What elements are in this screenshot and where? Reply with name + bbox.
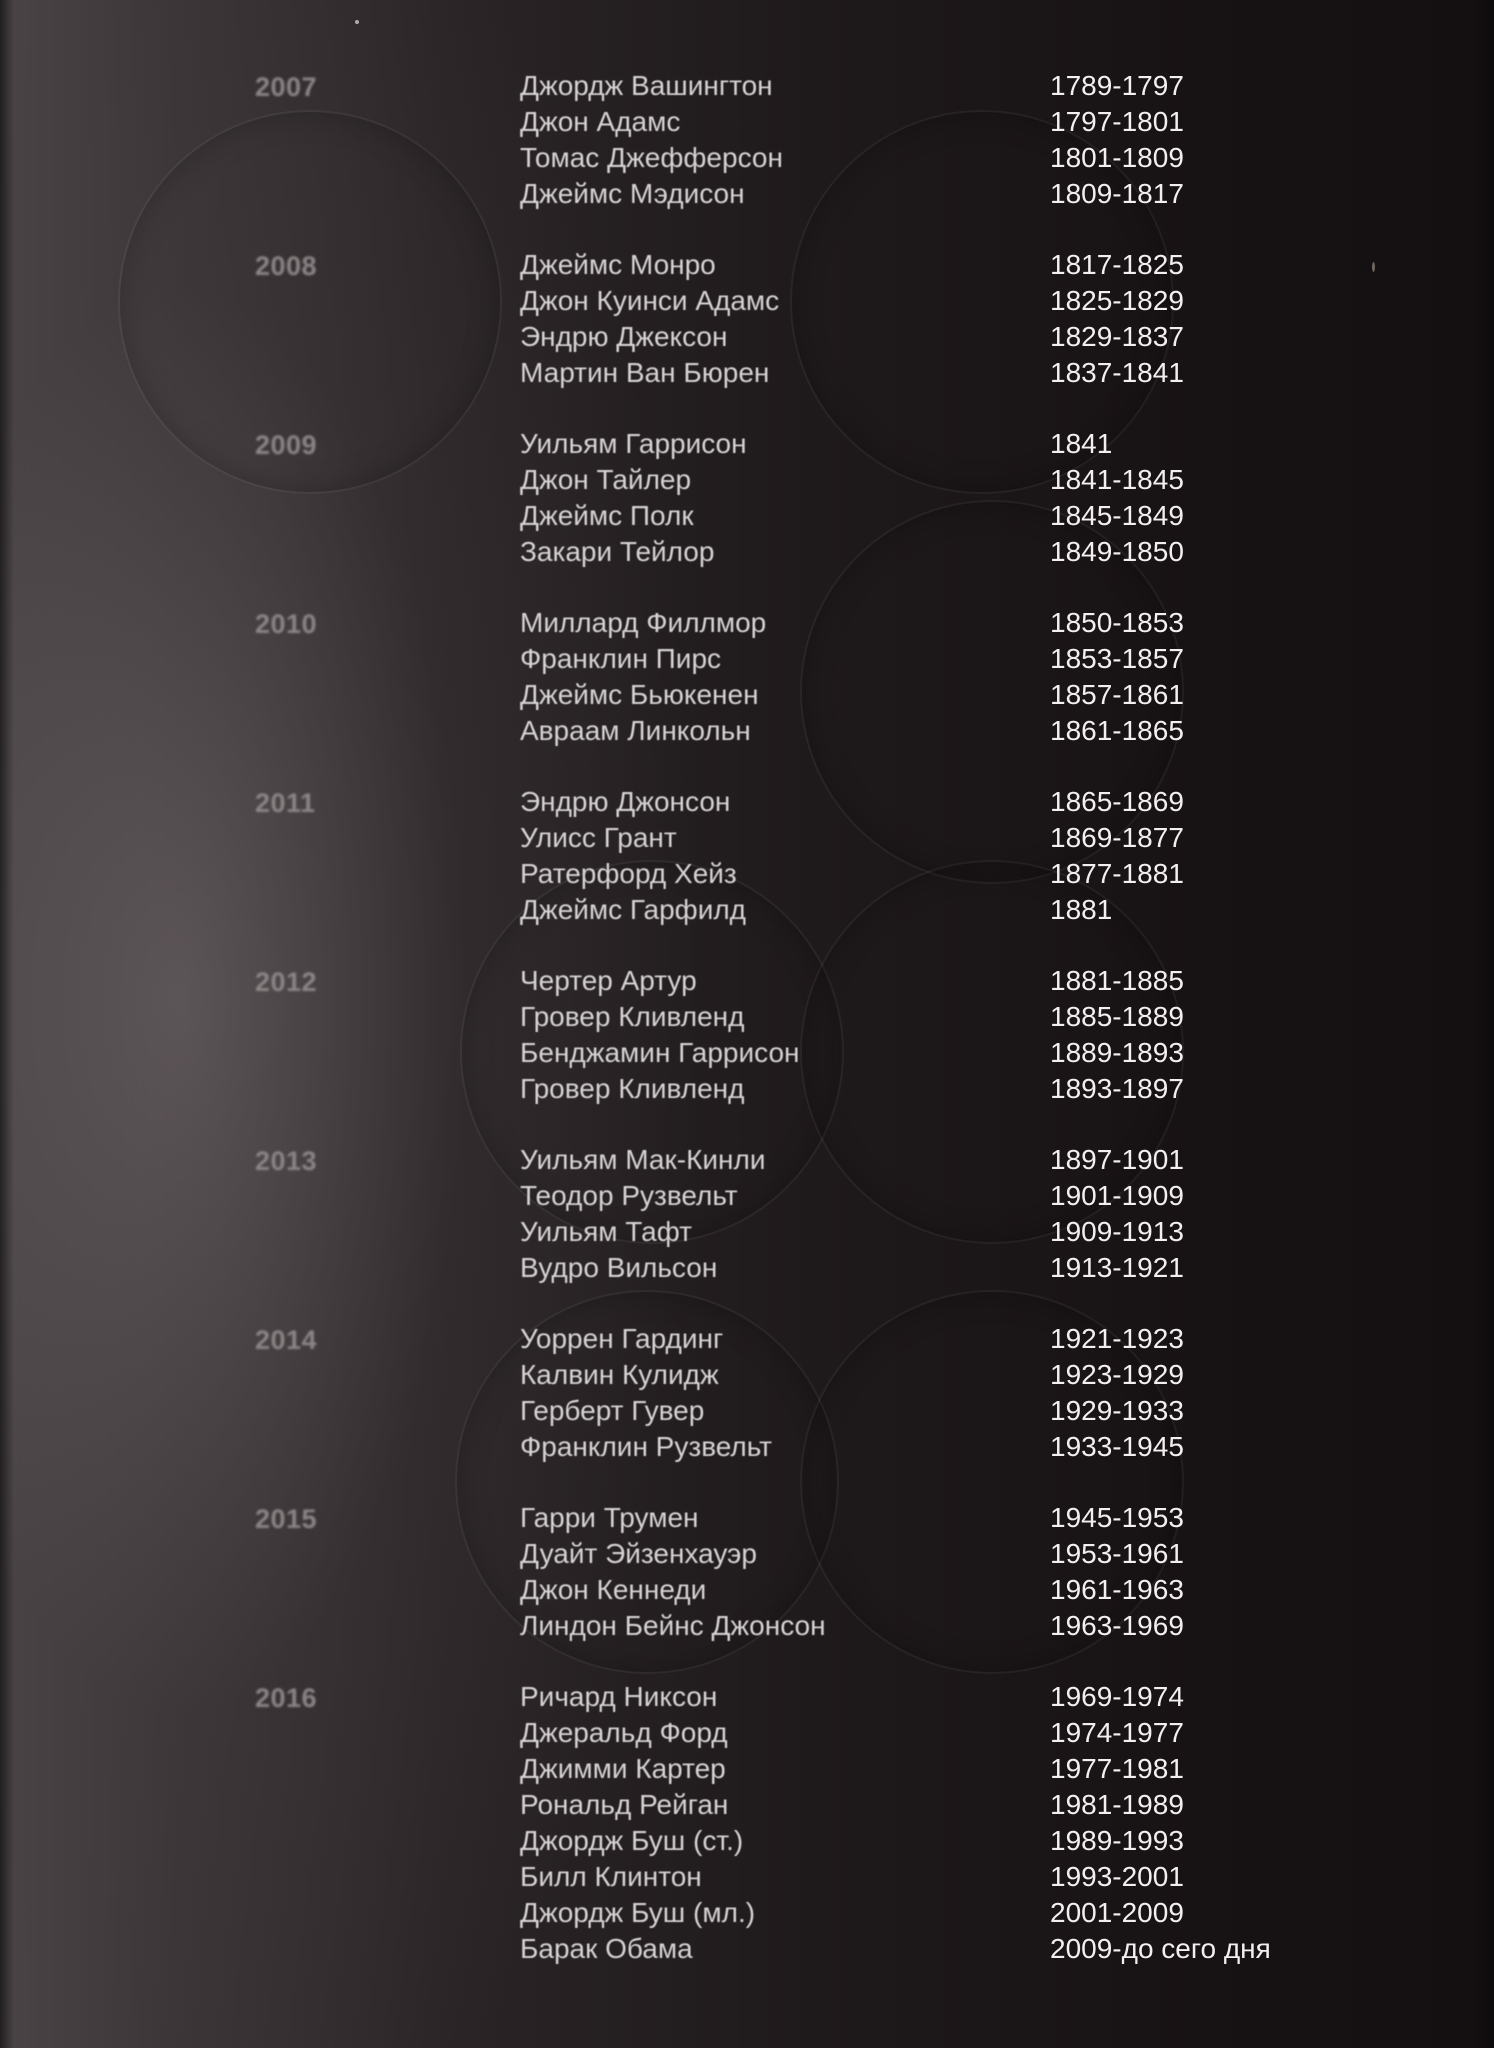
president-name: Уильям Тафт (520, 1216, 692, 1247)
president-row (520, 999, 1420, 1035)
president-name: Эндрю Джонсон (520, 786, 731, 817)
president-name: Джеральд Форд (520, 1717, 728, 1748)
year-group-2009 (0, 426, 1494, 605)
term-years: 1885-1889 (1050, 1001, 1184, 1032)
president-row (520, 1035, 1420, 1071)
president-name: Ричард Никсон (520, 1681, 718, 1712)
president-row (520, 426, 1420, 462)
president-name: Гровер Кливленд (520, 1001, 745, 1032)
president-row (520, 1393, 1420, 1429)
president-name: Ратерфорд Хейз (520, 858, 737, 889)
president-row (520, 1859, 1420, 1895)
president-row (520, 1178, 1420, 1214)
president-name: Джеймс Полк (520, 500, 694, 531)
term-years: 1801-1809 (1050, 142, 1184, 173)
president-name: Франклин Рузвельт (520, 1431, 772, 1462)
president-name: Улисс Грант (520, 822, 677, 853)
president-row (520, 355, 1420, 391)
president-row (520, 963, 1420, 999)
president-name: Джон Куинси Адамс (520, 285, 780, 316)
president-name: Чертер Артур (520, 965, 697, 996)
issue-year: 2007 (255, 72, 318, 102)
president-name: Билл Клинтон (520, 1861, 702, 1892)
term-years: 1789-1797 (1050, 70, 1184, 101)
president-name: Гарри Трумен (520, 1502, 699, 1533)
issue-year: 2009 (255, 430, 318, 460)
president-row (520, 176, 1420, 212)
president-rows (520, 1500, 1420, 1644)
president-rows (520, 963, 1420, 1107)
president-name: Франклин Пирс (520, 643, 722, 674)
term-years: 1865-1869 (1050, 786, 1184, 817)
president-row (520, 1823, 1420, 1859)
year-group-2014 (0, 1321, 1494, 1500)
term-years: 1993-2001 (1050, 1861, 1184, 1892)
issue-year: 2014 (255, 1325, 318, 1355)
term-years: 1869-1877 (1050, 822, 1184, 853)
year-group-2011 (0, 784, 1494, 963)
issue-year: 2015 (255, 1504, 318, 1534)
president-row (520, 1536, 1420, 1572)
president-row (520, 1751, 1420, 1787)
president-row (520, 784, 1420, 820)
term-years: 1901-1909 (1050, 1180, 1184, 1211)
president-row (520, 892, 1420, 928)
president-name: Уильям Гаррисон (520, 428, 747, 459)
issue-year: 2011 (255, 788, 316, 818)
president-name: Вудро Вильсон (520, 1252, 718, 1283)
president-row (520, 820, 1420, 856)
president-name: Барак Обама (520, 1933, 693, 1964)
president-name: Теодор Рузвельт (520, 1180, 738, 1211)
president-row (520, 1142, 1420, 1178)
issue-year: 2013 (255, 1146, 318, 1176)
president-list (0, 68, 1494, 1979)
term-years: 1909-1913 (1050, 1216, 1184, 1247)
term-years: 1921-1923 (1050, 1323, 1184, 1354)
president-name: Рональд Рейган (520, 1789, 729, 1820)
term-years: 1974-1977 (1050, 1717, 1184, 1748)
president-rows (520, 247, 1420, 391)
president-row (520, 1715, 1420, 1751)
president-name: Джордж Буш (ст.) (520, 1825, 744, 1856)
president-name: Джордж Вашингтон (520, 70, 773, 101)
term-years: 1829-1837 (1050, 321, 1184, 352)
president-row (520, 140, 1420, 176)
term-years: 1969-1974 (1050, 1681, 1184, 1712)
president-rows (520, 1321, 1420, 1465)
president-name: Джеймс Гарфилд (520, 894, 747, 925)
term-years: 1857-1861 (1050, 679, 1184, 710)
term-years: 1913-1921 (1050, 1252, 1184, 1283)
year-group-2013 (0, 1142, 1494, 1321)
term-years: 1897-1901 (1050, 1144, 1184, 1175)
president-row (520, 1931, 1420, 1967)
president-row (520, 283, 1420, 319)
term-years: 1861-1865 (1050, 715, 1184, 746)
term-years: 1923-1929 (1050, 1359, 1184, 1390)
president-rows (520, 426, 1420, 570)
term-years: 1841-1845 (1050, 464, 1184, 495)
term-years: 1845-1849 (1050, 500, 1184, 531)
president-row (520, 1500, 1420, 1536)
term-years: 1809-1817 (1050, 178, 1184, 209)
issue-year: 2012 (255, 967, 318, 997)
president-name: Джон Адамс (520, 106, 681, 137)
president-row (520, 1787, 1420, 1823)
term-years: 1881-1885 (1050, 965, 1184, 996)
president-row (520, 856, 1420, 892)
president-name: Калвин Кулидж (520, 1359, 719, 1390)
president-row (520, 1608, 1420, 1644)
issue-year: 2016 (255, 1683, 318, 1713)
year-group-2007 (0, 68, 1494, 247)
president-name: Миллард Филлмор (520, 607, 767, 638)
president-row (520, 1214, 1420, 1250)
president-name: Закари Тейлор (520, 536, 715, 567)
term-years: 1853-1857 (1050, 643, 1184, 674)
president-row (520, 1071, 1420, 1107)
president-name: Уильям Мак-Кинли (520, 1144, 766, 1175)
president-rows (520, 1679, 1420, 1967)
term-years: 1929-1933 (1050, 1395, 1184, 1426)
president-row (520, 1572, 1420, 1608)
president-name: Герберт Гувер (520, 1395, 705, 1426)
president-name: Линдон Бейнс Джонсон (520, 1610, 826, 1641)
term-years: 1977-1981 (1050, 1753, 1184, 1784)
president-name: Мартин Ван Бюрен (520, 357, 770, 388)
president-row (520, 319, 1420, 355)
term-years: 1963-1969 (1050, 1610, 1184, 1641)
president-name: Гровер Кливленд (520, 1073, 745, 1104)
term-years: 1825-1829 (1050, 285, 1184, 316)
president-row (520, 1429, 1420, 1465)
term-years: 1817-1825 (1050, 249, 1184, 280)
year-group-2015 (0, 1500, 1494, 1679)
term-years: 2001-2009 (1050, 1897, 1184, 1928)
term-years: 1797-1801 (1050, 106, 1184, 137)
president-name: Джон Кеннеди (520, 1574, 707, 1605)
president-name: Бенджамин Гаррисон (520, 1037, 800, 1068)
president-name: Джеймс Монро (520, 249, 716, 280)
president-name: Джордж Буш (мл.) (520, 1897, 756, 1928)
president-row (520, 1250, 1420, 1286)
president-row (520, 713, 1420, 749)
president-row (520, 1679, 1420, 1715)
term-years: 1850-1853 (1050, 607, 1184, 638)
president-rows (520, 68, 1420, 212)
president-name: Эндрю Джексон (520, 321, 728, 352)
president-rows (520, 1142, 1420, 1286)
term-years: 1933-1945 (1050, 1431, 1184, 1462)
president-name: Уоррен Гардинг (520, 1323, 724, 1354)
president-row (520, 1895, 1420, 1931)
term-years: 1945-1953 (1050, 1502, 1184, 1533)
president-row (520, 677, 1420, 713)
president-name: Джеймс Мэдисон (520, 178, 745, 209)
president-rows (520, 605, 1420, 749)
president-name: Томас Джефферсон (520, 142, 783, 173)
president-row (520, 104, 1420, 140)
president-name: Джон Тайлер (520, 464, 692, 495)
term-years: 1877-1881 (1050, 858, 1184, 889)
president-rows (520, 784, 1420, 928)
year-group-2016 (0, 1679, 1494, 1979)
issue-year: 2008 (255, 251, 318, 281)
president-row (520, 641, 1420, 677)
president-name: Дуайт Эйзенхауэр (520, 1538, 757, 1569)
year-group-2010 (0, 605, 1494, 784)
president-name: Джеймс Бьюкенен (520, 679, 759, 710)
issue-year: 2010 (255, 609, 318, 639)
president-row (520, 605, 1420, 641)
term-years: 1881 (1050, 894, 1113, 925)
president-row (520, 247, 1420, 283)
president-name: Авраам Линкольн (520, 715, 751, 746)
dust-speck (355, 20, 359, 24)
president-row (520, 68, 1420, 104)
president-row (520, 462, 1420, 498)
president-row (520, 1357, 1420, 1393)
year-group-2008 (0, 247, 1494, 426)
president-row (520, 498, 1420, 534)
term-years: 1893-1897 (1050, 1073, 1184, 1104)
term-years: 1989-1993 (1050, 1825, 1184, 1856)
term-years: 1981-1989 (1050, 1789, 1184, 1820)
year-group-2012 (0, 963, 1494, 1142)
term-years: 1849-1850 (1050, 536, 1184, 567)
president-row (520, 1321, 1420, 1357)
term-years: 1961-1963 (1050, 1574, 1184, 1605)
term-years: 1953-1961 (1050, 1538, 1184, 1569)
term-years: 1841 (1050, 428, 1113, 459)
term-years: 1889-1893 (1050, 1037, 1184, 1068)
president-row (520, 534, 1420, 570)
term-years: 1837-1841 (1050, 357, 1184, 388)
president-name: Джимми Картер (520, 1753, 726, 1784)
term-years: 2009-до сего дня (1050, 1933, 1271, 1964)
